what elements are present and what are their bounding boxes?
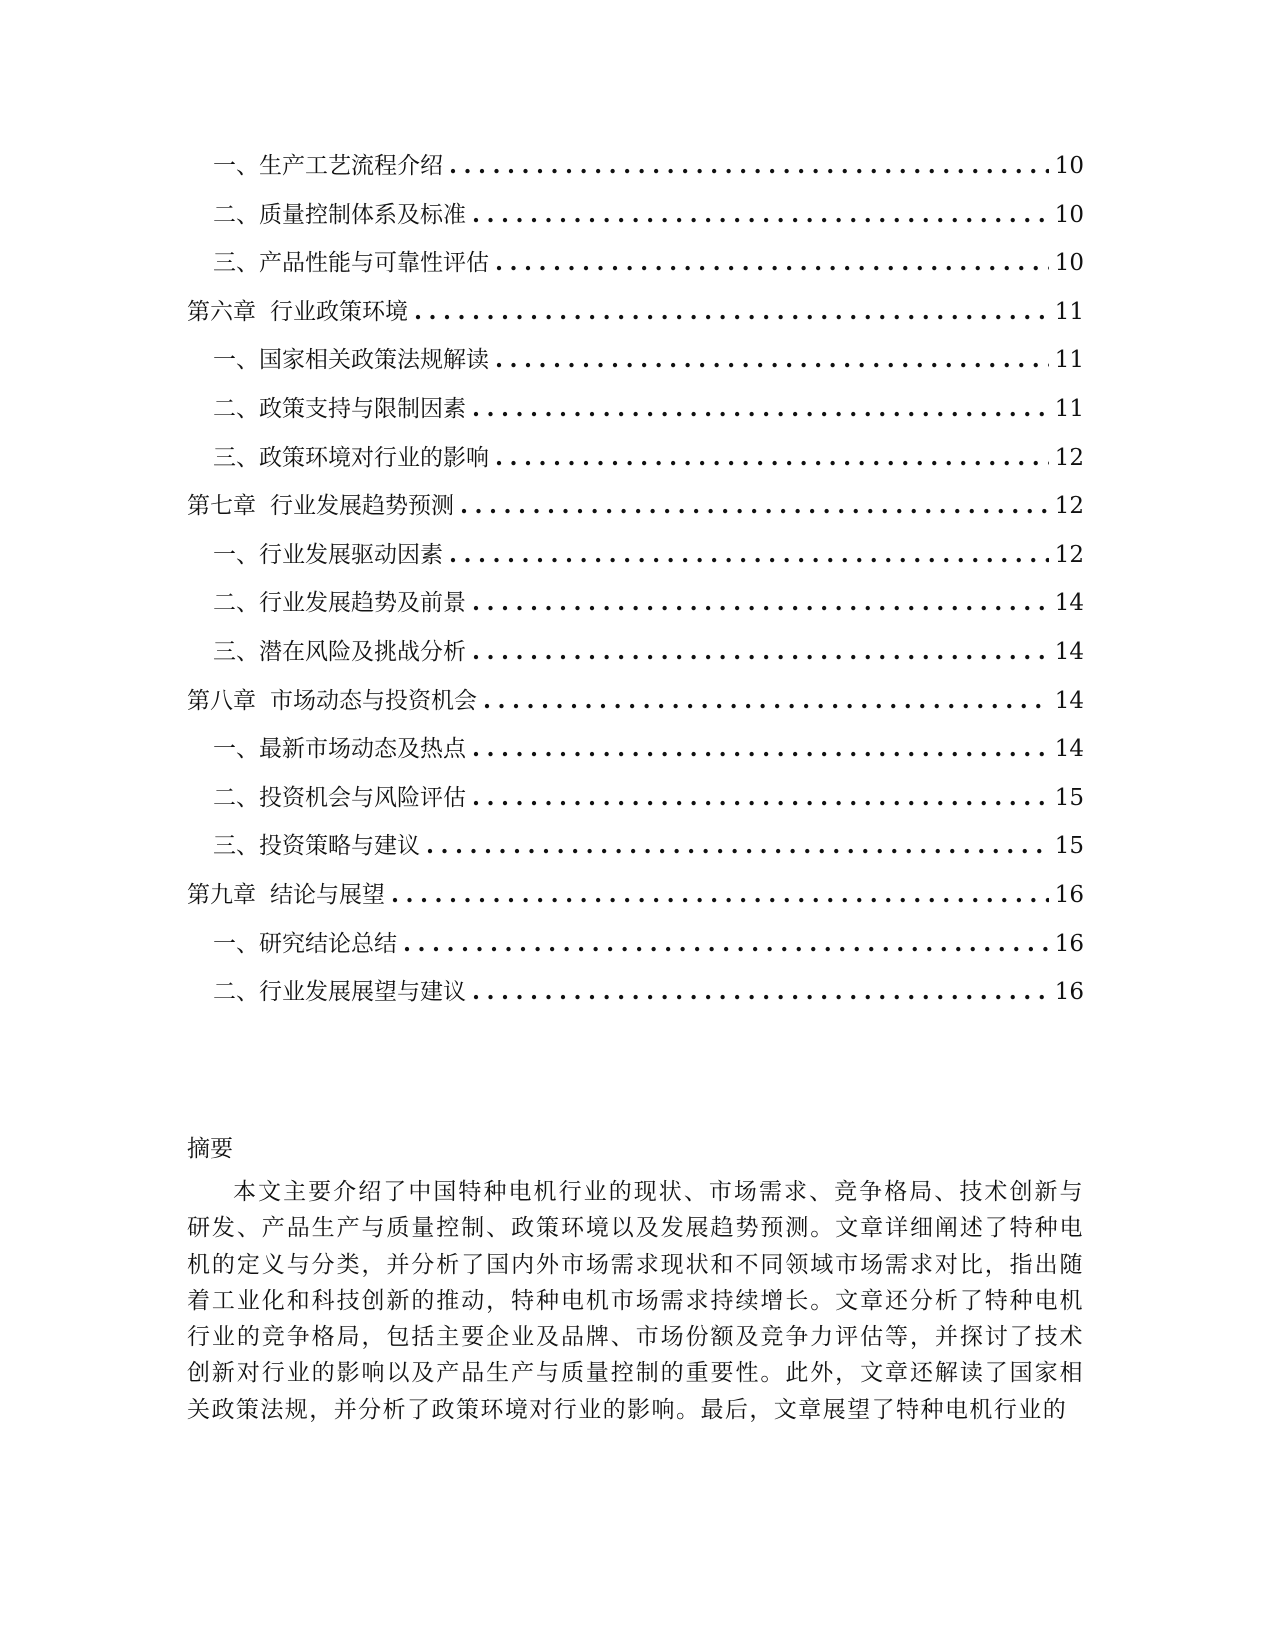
toc-dot-leader (472, 774, 1049, 823)
toc-entry-title: 政策支持与限制因素 (259, 395, 466, 422)
toc-entry-title: 潜在风险及挑战分析 (259, 638, 466, 665)
toc-chapter-entry[interactable] (187, 871, 1084, 920)
toc-dot-leader (460, 482, 1049, 531)
toc-page-number: 14 (1054, 638, 1084, 665)
toc-entry-title: 产品性能与可靠性评估 (259, 250, 489, 277)
toc-entry-number: 二、 (213, 201, 259, 228)
toc-page-number: 15 (1054, 784, 1084, 811)
toc-section-entry[interactable] (187, 774, 1084, 823)
toc-page-number: 11 (1054, 298, 1084, 325)
toc-entry-number: 第六章 (187, 298, 256, 325)
toc-entry-number: 三、 (213, 444, 259, 471)
toc-section-entry[interactable] (187, 628, 1084, 677)
toc-page-number: 16 (1054, 930, 1084, 957)
toc-entry-title: 投资策略与建议 (259, 833, 420, 860)
toc-dot-leader (449, 531, 1049, 580)
toc-section-entry[interactable] (187, 579, 1084, 628)
toc-page-number: 10 (1054, 201, 1084, 228)
toc-dot-leader (472, 725, 1049, 774)
toc-page-number: 10 (1054, 153, 1084, 179)
toc-page-number: 12 (1054, 493, 1084, 520)
toc-entry-title: 投资机会与风险评估 (259, 784, 466, 811)
toc-page-number: 11 (1054, 347, 1084, 374)
toc-entry-number: 第七章 (187, 493, 256, 520)
toc-entry-title: 市场动态与投资机会 (270, 687, 477, 714)
toc-dot-leader (495, 239, 1049, 288)
toc-entry-number: 一、 (213, 736, 259, 763)
toc-entry-title: 质量控制体系及标准 (259, 201, 466, 228)
toc-page-number: 14 (1054, 590, 1084, 617)
toc-section-entry[interactable] (187, 239, 1084, 288)
table-of-contents (187, 142, 1084, 1017)
toc-entry-number: 三、 (213, 250, 259, 277)
toc-entry-title: 政策环境对行业的影响 (259, 444, 489, 471)
toc-page-number: 14 (1054, 687, 1084, 714)
toc-entry-title: 结论与展望 (270, 881, 385, 908)
toc-dot-leader (472, 191, 1049, 240)
toc-entry-number: 三、 (213, 638, 259, 665)
toc-section-entry[interactable] (187, 142, 1084, 191)
toc-chapter-entry[interactable] (187, 288, 1084, 337)
toc-dot-leader (495, 434, 1049, 483)
abstract-heading: 摘要 (187, 1136, 233, 1162)
abstract-body: 本文主要介绍了中国特种电机行业的现状、市场需求、竞争格局、技术创新与研发、产品生产与质量控制、政策环境以及发展趋势预测。文章详细阐述了特种电机的定义与分类，并分析了国内外市场需求现状和不同领域市场需求对比，指出随着工业化和科技创新的推动，特种电机市场需求持续增长。文章还分析了特种电机行业的竞争格局，包括主要企业及品牌、市场份额及竞争力评估等，并探讨了技术创新对行业的影响以及产品生产与质量控制的重要性。此外，文章还解读了国家相关政策法规，并分析了政策环境对行业的影响。最后，文章展望了特种电机行业的 (187, 1179, 1084, 1423)
toc-dot-leader (414, 288, 1049, 337)
toc-entry-title: 行业发展展望与建议 (259, 979, 466, 1006)
toc-chapter-entry[interactable] (187, 482, 1084, 531)
toc-dot-leader (391, 871, 1049, 920)
toc-entry-title: 行业发展驱动因素 (259, 541, 443, 568)
toc-entry-number: 一、 (213, 930, 259, 957)
toc-entry-title: 行业政策环境 (270, 298, 408, 325)
toc-entry-number: 二、 (213, 395, 259, 422)
toc-entry-number: 二、 (213, 979, 259, 1006)
toc-entry-title: 研究结论总结 (259, 930, 397, 957)
toc-entry-number: 一、 (213, 541, 259, 568)
toc-page-number: 12 (1054, 541, 1084, 568)
toc-entry-number: 二、 (213, 784, 259, 811)
toc-entry-number: 一、 (213, 153, 259, 179)
toc-section-entry[interactable] (187, 336, 1084, 385)
toc-section-entry[interactable] (187, 822, 1084, 871)
toc-entry-number: 第八章 (187, 687, 256, 714)
toc-entry-number: 二、 (213, 590, 259, 617)
toc-page-number: 16 (1054, 881, 1084, 908)
toc-page-number: 12 (1054, 444, 1084, 471)
toc-dot-leader (449, 142, 1049, 191)
toc-page-number: 14 (1054, 736, 1084, 763)
toc-section-entry[interactable] (187, 434, 1084, 483)
toc-entry-title: 最新市场动态及热点 (259, 736, 466, 763)
toc-section-entry[interactable] (187, 531, 1084, 580)
toc-dot-leader (483, 677, 1049, 726)
toc-entry-title: 行业发展趋势预测 (270, 493, 454, 520)
toc-dot-leader (472, 385, 1049, 434)
toc-dot-leader (472, 968, 1049, 1017)
toc-section-entry[interactable] (187, 968, 1084, 1017)
toc-dot-leader (403, 920, 1049, 969)
toc-entry-number: 第九章 (187, 881, 256, 908)
toc-page-number: 16 (1054, 979, 1084, 1006)
toc-page-number: 10 (1054, 250, 1084, 277)
toc-section-entry[interactable] (187, 725, 1084, 774)
toc-entry-title: 国家相关政策法规解读 (259, 347, 489, 374)
toc-dot-leader (495, 336, 1049, 385)
toc-entry-title: 行业发展趋势及前景 (259, 590, 466, 617)
toc-page-number: 11 (1054, 395, 1084, 422)
toc-dot-leader (472, 579, 1049, 628)
toc-chapter-entry[interactable] (187, 677, 1084, 726)
toc-entry-number: 三、 (213, 833, 259, 860)
toc-page-number: 15 (1054, 833, 1084, 860)
abstract-section (187, 1132, 1084, 1428)
toc-dot-leader (472, 628, 1049, 677)
toc-section-entry[interactable] (187, 920, 1084, 969)
toc-section-entry[interactable] (187, 385, 1084, 434)
toc-entry-number: 一、 (213, 347, 259, 374)
toc-entry-title: 生产工艺流程介绍 (259, 153, 443, 179)
toc-dot-leader (426, 822, 1049, 871)
toc-section-entry[interactable] (187, 191, 1084, 240)
